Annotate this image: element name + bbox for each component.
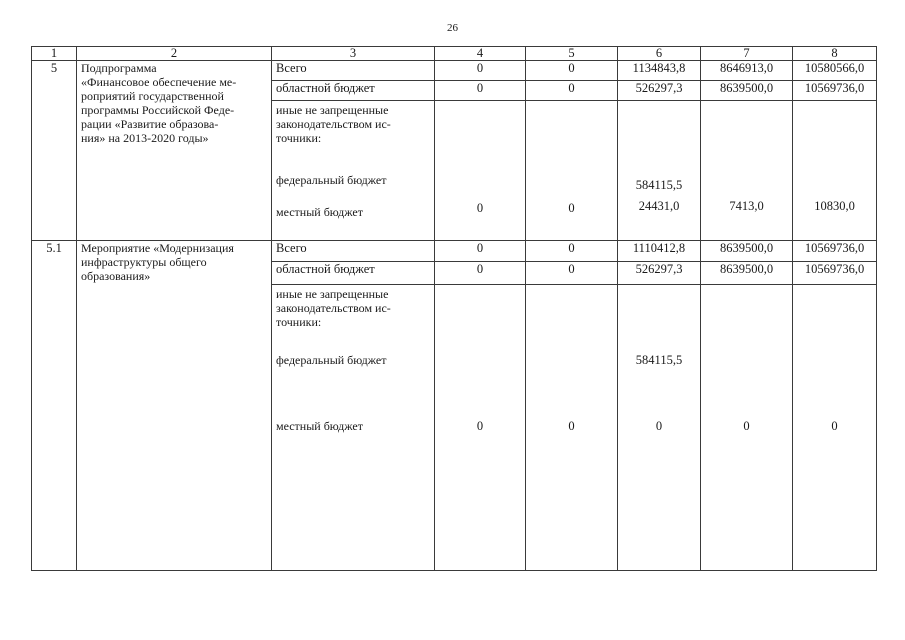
header-cell: 5 — [526, 47, 618, 61]
local-value: 0 — [476, 419, 484, 433]
other-sources-line: законодательством ис- — [276, 117, 391, 131]
local-value: 0 — [655, 419, 663, 433]
budget-table — [31, 46, 877, 571]
local-value: 0 — [831, 419, 838, 433]
local-value: 24431,0 — [638, 199, 680, 213]
source-label: Всего — [272, 61, 435, 81]
other-sources-line: законодательством ис- — [276, 301, 391, 315]
federal-label: федеральный бюджет — [276, 353, 387, 367]
value-cell — [793, 285, 877, 571]
local-value: 0 — [568, 419, 575, 433]
source-label: областной бюджет — [272, 262, 435, 285]
federal-value: 584115,5 — [635, 353, 683, 367]
value-cell: 10580566,0 — [793, 61, 877, 81]
header-cell: 2 — [77, 47, 272, 61]
title-line: инфраструктуры общего — [81, 255, 207, 269]
other-sources-cell — [272, 101, 435, 241]
title-line: Подпрограмма — [81, 61, 157, 75]
other-sources-line: иные не запрещенные — [276, 103, 389, 117]
other-sources-cell — [272, 285, 435, 571]
title-line: ния» на 2013-2020 годы» — [81, 131, 209, 145]
value-cell: 0 — [526, 81, 618, 101]
value-cell — [435, 101, 526, 241]
header-cell: 8 — [793, 47, 877, 61]
value-cell: 0 — [526, 61, 618, 81]
local-value: 0 — [743, 419, 750, 433]
row-number: 5 — [32, 61, 77, 241]
page-number: 26 — [447, 22, 458, 34]
title-line: Мероприятие «Модернизация — [81, 241, 234, 255]
local-value: 0 — [476, 201, 484, 215]
value-cell: 0 — [435, 61, 526, 81]
value-cell: 0 — [526, 241, 618, 262]
local-value: 10830,0 — [814, 199, 855, 213]
header-cell: 7 — [701, 47, 793, 61]
local-value: 7413,0 — [729, 199, 764, 213]
other-sources-line: точники: — [276, 131, 322, 145]
header-cell: 6 — [618, 47, 701, 61]
value-cell: 8639500,0 — [701, 241, 793, 262]
title-line: роприятий государственной — [81, 89, 224, 103]
value-cell: 1110412,8 — [618, 241, 701, 262]
other-sources-line: иные не запрещенные — [276, 287, 389, 301]
value-cell: 0 — [435, 241, 526, 262]
value-cell — [701, 101, 793, 241]
value-cell — [526, 101, 618, 241]
header-cell: 1 — [32, 47, 77, 61]
program-title — [77, 61, 272, 241]
value-cell — [618, 101, 701, 241]
source-label: Всего — [272, 241, 435, 262]
value-cell: 10569736,0 — [793, 241, 877, 262]
table-row — [32, 241, 877, 262]
other-sources-line: точники: — [276, 315, 322, 329]
header-cell: 3 — [272, 47, 435, 61]
title-line: программы Российской Феде- — [81, 103, 235, 117]
title-line: рации «Развитие образова- — [81, 117, 219, 131]
value-cell: 526297,3 — [618, 81, 701, 101]
row-number: 5.1 — [32, 241, 77, 571]
value-cell — [618, 285, 701, 571]
value-cell: 10569736,0 — [793, 81, 877, 101]
header-row — [32, 47, 877, 61]
table-row — [32, 61, 877, 81]
local-value: 0 — [568, 201, 575, 215]
federal-label: федеральный бюджет — [276, 173, 387, 187]
value-cell — [526, 285, 618, 571]
program-title — [77, 241, 272, 571]
header-cell: 4 — [435, 47, 526, 61]
value-cell: 8646913,0 — [701, 61, 793, 81]
value-cell: 10569736,0 — [793, 262, 877, 285]
source-label: областной бюджет — [272, 81, 435, 101]
title-line: образования» — [81, 269, 151, 283]
value-cell: 0 — [526, 262, 618, 285]
value-cell: 0 — [435, 262, 526, 285]
value-cell — [793, 101, 877, 241]
value-cell: 8639500,0 — [701, 81, 793, 101]
title-line: «Финансовое обеспечение ме- — [81, 75, 237, 89]
federal-value: 584115,5 — [635, 178, 683, 192]
value-cell — [435, 285, 526, 571]
value-cell: 526297,3 — [618, 262, 701, 285]
local-label: местный бюджет — [276, 205, 363, 219]
value-cell: 8639500,0 — [701, 262, 793, 285]
value-cell: 0 — [435, 81, 526, 101]
value-cell — [701, 285, 793, 571]
local-label: местный бюджет — [276, 419, 363, 433]
value-cell: 1134843,8 — [618, 61, 701, 81]
